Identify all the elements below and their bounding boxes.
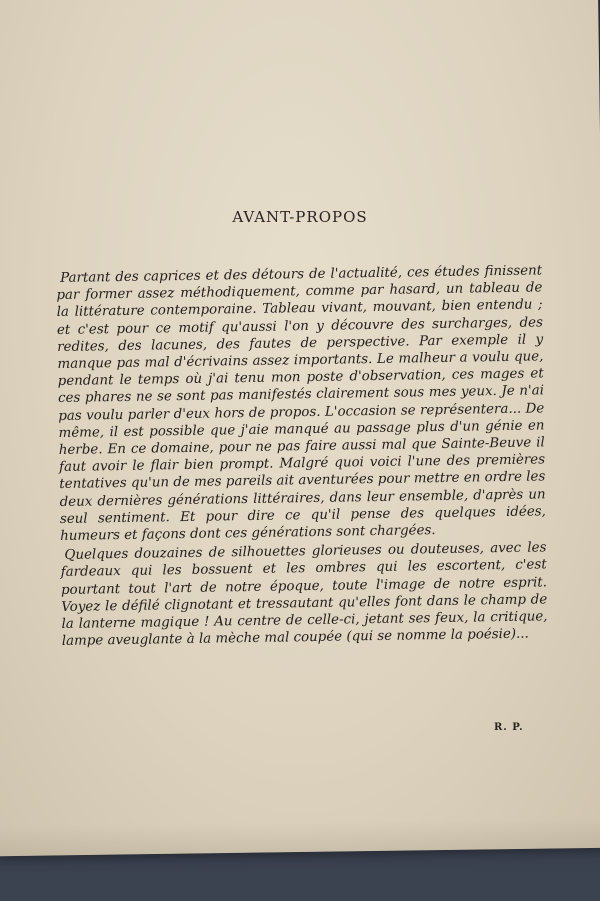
page-edge-shadow	[0, 818, 600, 857]
preface-text	[56, 262, 548, 650]
paragraph-2: Quelques douzaines de silhouettes glorieuses ou douteuses, avec les fardeaux qui les bossuent et les ombres qui les escortent, c'est pourtant tout l'art de notre époque, toute l'image de notre esprit. Voyez le défilé clignotant et tressautant qu'elles font dans le champ de la lanterne magique ! Au centre de celle-ci, jetant ses feux, la critique, lampe aveuglante à la mèche mal coupée (qui se nomme la poésie)...	[60, 540, 548, 650]
page-title: AVANT-PROPOS	[232, 208, 368, 226]
paragraph-1: Partant des caprices et des détours de l'actualité, ces études finissent par former assez méthodiquement, comme par hasard, un tableau de la littérature contemporaine. Tableau vivant, mouvant, bien entendu ; et c'est pour ce motif qu'aussi l'on y découvre des surcharges, des redites, des lacunes, des fautes de perspective. Par exemple il y manque pas mal d'écrivains assez importants. Le malheur a voulu que, pendant le temps où j'ai tenu mon poste d'observation, ces mages et ces phares ne se sont pas manifestés clairement sous mes yeux. Je n'ai pas voulu parler d'eux hors de propos. L'occasion se représentera... De même, il est possible que j'aie manqué au passage plus d'un génie en herbe. En ce domaine, pour ne pas faire aussi mal que Sainte-Beuve il faut avoir le flair bien prompt. Malgré quoi voici l'une des premières tentatives qu'un de mes pareils ait aventurées pour mettre en ordre les deux dernières générations littéraires, dans leur ensemble, d'après un seul sentiment. Et pour dire ce qu'il pense des quelques idées, humeurs et façons dont ces générations sont chargées.	[56, 263, 546, 545]
author-initials: R. P.	[494, 722, 524, 733]
